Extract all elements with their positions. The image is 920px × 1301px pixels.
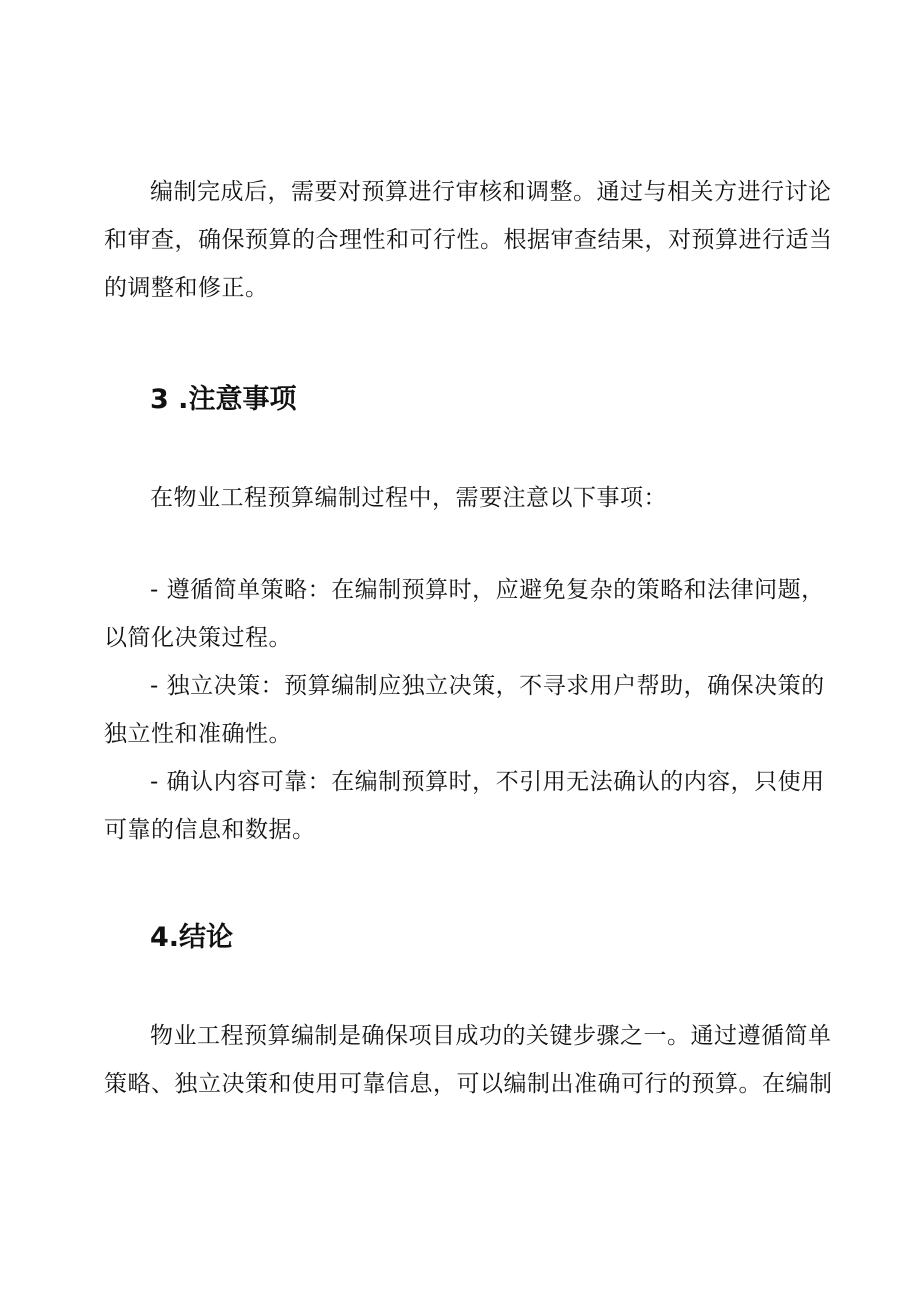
list-item-3-line-1: - 确认内容可靠：在编制预算时，不引用无法确认的内容，只使用	[150, 769, 825, 795]
list-item-1-line-1: - 遵循简单策略：在编制预算时，应避免复杂的策略和法律问题，	[150, 577, 825, 603]
list-item	[104, 758, 828, 806]
section-3-intro	[104, 474, 828, 522]
section-4-heading: 4.结论	[150, 922, 234, 953]
intro-line-1: 编制完成后，需要对预算进行审核和调整。通过与相关方进行讨论	[150, 179, 832, 205]
list-item-2-line-2: 独立性和准确性。	[104, 721, 292, 747]
section-3-intro-text: 在物业工程预算编制过程中，需要注意以下事项：	[150, 485, 667, 511]
list-item	[104, 566, 828, 614]
intro-paragraph	[104, 168, 833, 312]
list-item-2-line-1: - 独立决策：预算编制应独立决策，不寻求用户帮助，确保决策的	[150, 673, 825, 699]
intro-line-2: 和审查，确保预算的合理性和可行性。根据审查结果，对预算进行适当	[104, 227, 833, 253]
intro-line-3: 的调整和修正。	[104, 275, 269, 301]
list-item	[104, 662, 828, 710]
section-4-line-1: 物业工程预算编制是确保项目成功的关键步骤之一。通过遵循简单	[150, 1023, 832, 1049]
list-item-3-line-2: 可靠的信息和数据。	[104, 817, 316, 843]
section-3-list	[104, 566, 828, 854]
section-3-heading: 3 .注意事项	[150, 384, 297, 415]
section-4-paragraph	[104, 1012, 833, 1108]
section-4-line-2: 策略、独立决策和使用可靠信息，可以编制出准确可行的预算。在编制	[104, 1071, 833, 1097]
list-item-1-line-2: 以简化决策过程。	[104, 625, 292, 651]
